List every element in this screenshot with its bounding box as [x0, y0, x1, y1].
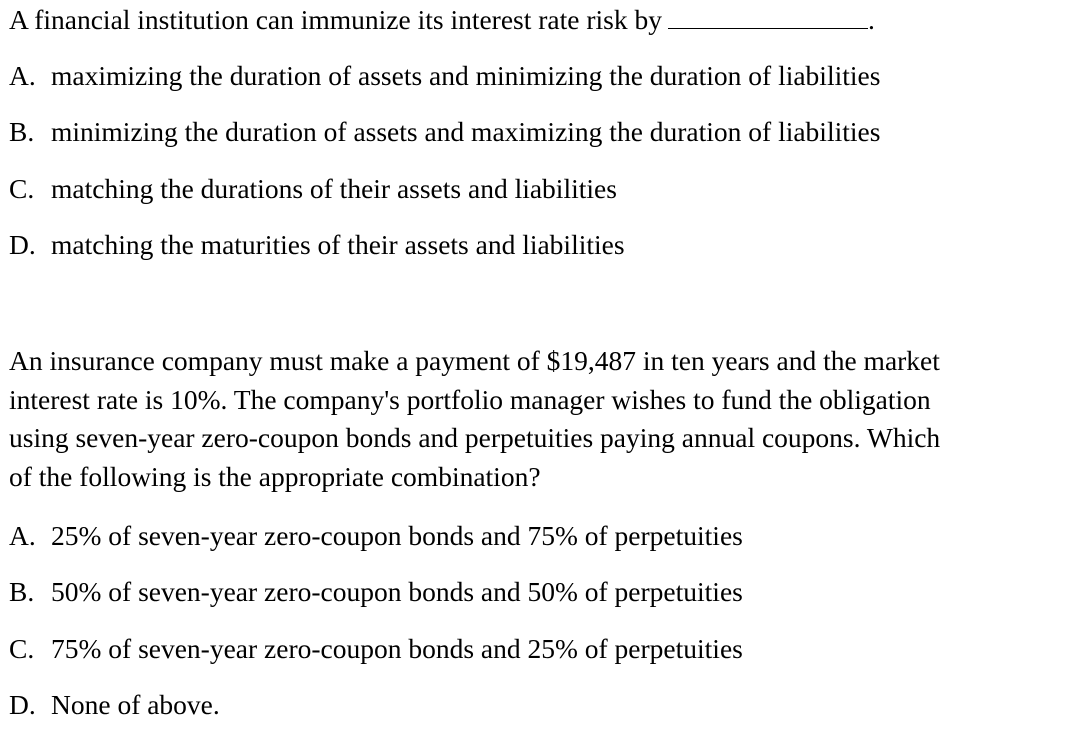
- question-2-option-d[interactable]: [9, 686, 220, 724]
- option-letter: A.: [9, 520, 36, 551]
- option-text: matching the maturities of their assets and liabilities: [51, 229, 625, 260]
- question-2-stem: [9, 342, 1084, 496]
- question-2-option-a[interactable]: [9, 517, 743, 555]
- option-text: 25% of seven-year zero-coupon bonds and 75% of perpetuities: [51, 520, 743, 551]
- question-2-stem-line: interest rate is 10%. The company's portfolio manager wishes to fund the obligation: [9, 383, 931, 415]
- option-letter: C.: [9, 633, 35, 664]
- option-letter: B.: [9, 116, 35, 147]
- question-1-stem-text: A financial institution can immunize its interest rate risk by: [9, 4, 662, 35]
- option-letter: B.: [9, 576, 35, 607]
- question-1-option-a[interactable]: [9, 57, 880, 95]
- answer-blank: [668, 6, 868, 29]
- option-letter: A.: [9, 60, 36, 91]
- question-1-stem-end: .: [867, 4, 875, 35]
- question-1-option-d[interactable]: [9, 226, 625, 264]
- option-text: minimizing the duration of assets and maximizing the duration of liabilities: [51, 116, 881, 147]
- question-2-stem-line: using seven-year zero-coupon bonds and perpetuities paying annual coupons. Which: [9, 422, 941, 453]
- question-1-stem: [9, 1, 875, 39]
- option-text: 50% of seven-year zero-coupon bonds and 50% of perpetuities: [51, 576, 743, 607]
- option-text: None of above.: [51, 689, 220, 720]
- question-2-stem-line: An insurance company must make a payment of $19,487 in ten years and the market: [9, 345, 940, 376]
- question-2-stem-line: of the following is the appropriate combination?: [9, 460, 541, 492]
- question-1-option-b[interactable]: [9, 113, 880, 151]
- option-text: 75% of seven-year zero-coupon bonds and 25% of perpetuities: [51, 633, 743, 664]
- question-2-option-c[interactable]: [9, 630, 743, 668]
- option-text: matching the durations of their assets and liabilities: [51, 173, 617, 204]
- question-2-option-b[interactable]: [9, 573, 743, 611]
- option-letter: C.: [9, 173, 35, 204]
- option-letter: D.: [9, 229, 36, 260]
- option-letter: D.: [9, 689, 36, 720]
- question-1-option-c[interactable]: [9, 170, 617, 208]
- option-text: maximizing the duration of assets and minimizing the duration of liabilities: [51, 60, 881, 91]
